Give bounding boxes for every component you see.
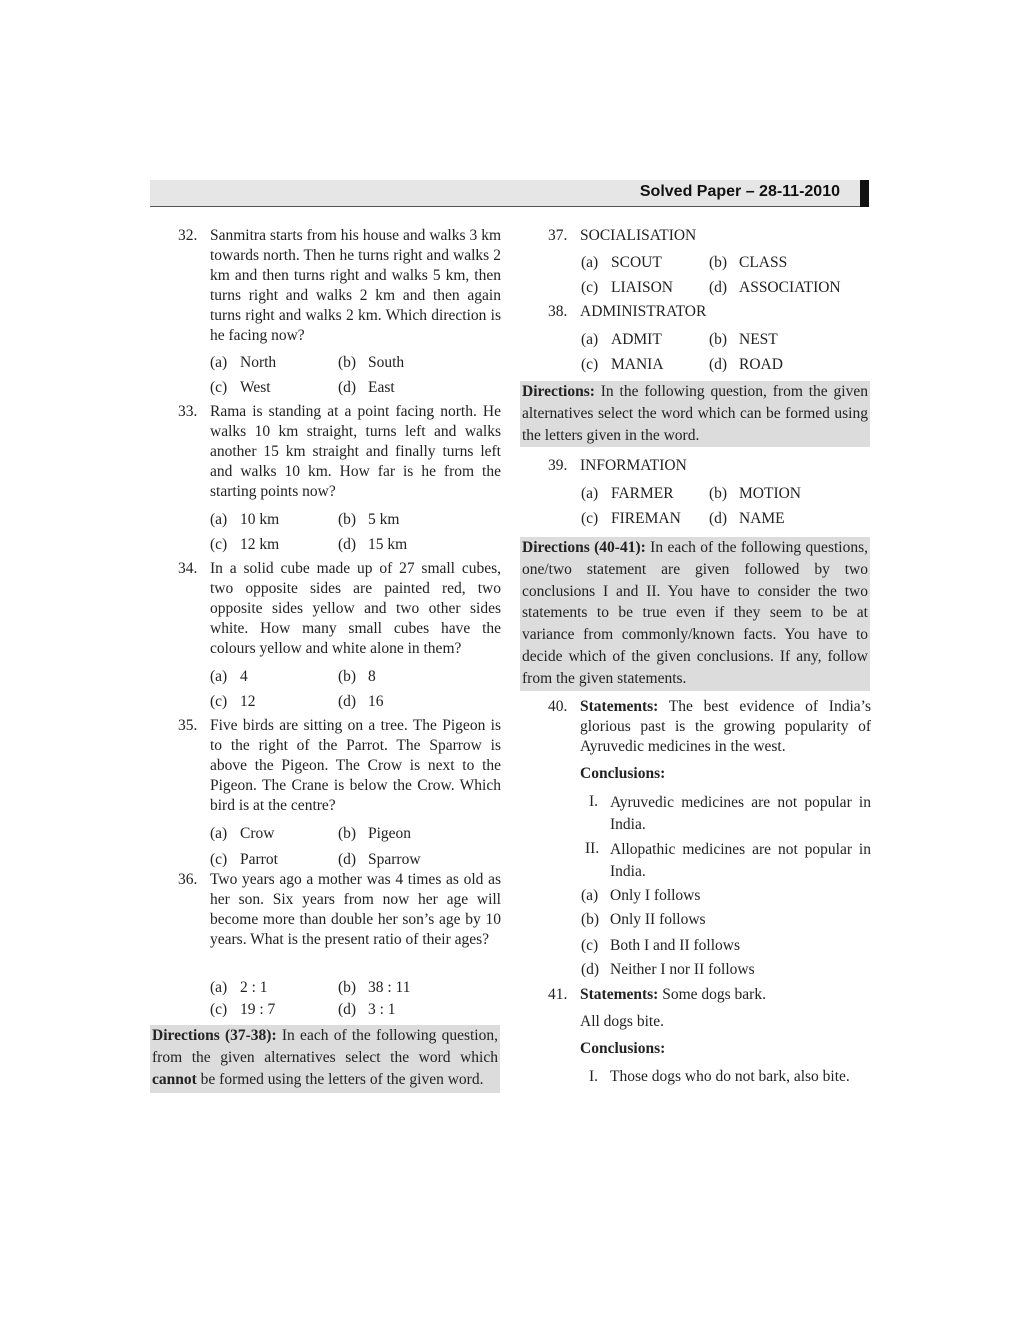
directions-text: be formed using the letters of the given word.: [196, 1071, 484, 1088]
option-text: Neither I nor II follows: [610, 961, 755, 978]
option-label: (c): [210, 379, 228, 396]
option-label: (a): [210, 825, 228, 842]
directions-label: Directions:: [522, 383, 595, 400]
option-text: Only II follows: [610, 911, 706, 928]
question-text: [580, 985, 766, 1005]
directions-37-38: [150, 1025, 500, 1093]
directions-label: Directions (37-38):: [152, 1027, 277, 1044]
option-text: LIAISON: [611, 279, 673, 296]
question-text: In a solid cube made up of 27 small cubes, two opposite sides are painted red, two opposite sides yellow and two other sides white. How many small cubes have the colours yellow and white alone in them?: [210, 560, 501, 657]
option-label: (c): [581, 279, 599, 296]
question-number: 40.: [548, 698, 568, 715]
option-text: Parrot: [240, 851, 278, 868]
option-label: (a): [581, 485, 599, 502]
page-header: [150, 180, 862, 207]
option-label: (a): [581, 254, 599, 271]
directions-text: In the following question, from the given alternatives select the word which can be formed using the letters given in the word.: [522, 383, 868, 444]
option-label: (a): [581, 887, 599, 904]
question-number: 38.: [548, 303, 568, 320]
option-label: (b): [338, 511, 357, 528]
conclusion-number: I.: [589, 793, 599, 810]
directions-text: In each of the following questions, one/two statement are given followed by two conclusions I and II. You have to consider the two statements to be true even if they seem to be at variance from commonly/known facts. You have to decide which of the given conclusions. If any, follow from the given statements.: [522, 539, 868, 687]
question-text: Sanmitra starts from his house and walks 3 km towards north. Then he turns right and walks 2 km and then turns right and walks 5 km, then turns right and walks 2 km and then again turns right and walks 2 km. Which direction is he facing now?: [210, 227, 501, 344]
question-text: [580, 697, 871, 757]
option-label: (b): [709, 331, 728, 348]
option-text: Crow: [240, 825, 275, 842]
option-text: South: [368, 354, 405, 371]
option-label: (c): [210, 536, 228, 553]
option-text: ROAD: [739, 356, 783, 373]
option-label: (c): [581, 510, 599, 527]
option-text: Pigeon: [368, 825, 412, 842]
statements-label: Statements:: [580, 698, 659, 715]
option-label: (b): [338, 979, 357, 996]
header-title: Solved Paper – 28-11-2010: [639, 183, 840, 200]
option-text: 5 km: [368, 511, 400, 528]
conclusion-text: Those dogs who do not bark, also bite.: [610, 1068, 850, 1085]
option-label: (b): [338, 825, 357, 842]
option-label: (b): [581, 911, 600, 928]
option-text: 12 km: [240, 536, 280, 553]
option-text: 16: [368, 693, 384, 710]
option-label: (b): [338, 668, 357, 685]
option-text: 3 : 1: [368, 1001, 396, 1018]
option-text: 4: [240, 668, 248, 685]
option-text: Only I follows: [610, 887, 701, 904]
question-text: Two years ago a mother was 4 times as old as her son. Six years from now her age will become more than double her son’s age by 10 years. What is the present ratio of their ages?: [210, 871, 501, 948]
question-text: INFORMATION: [580, 457, 687, 474]
statements-label: Statements:: [580, 986, 659, 1003]
option-label: (a): [210, 354, 228, 371]
option-label: (a): [210, 979, 228, 996]
option-text: 10 km: [240, 511, 280, 528]
question-number: 35.: [178, 717, 198, 734]
conclusion-number: I.: [589, 1068, 599, 1085]
option-label: (b): [709, 485, 728, 502]
option-label: (c): [210, 1001, 228, 1018]
conclusion-number: II.: [585, 840, 600, 857]
header-bar: [860, 180, 869, 207]
option-text: 2 : 1: [240, 979, 268, 996]
conclusions-label: Conclusions:: [580, 765, 666, 782]
question-number: 34.: [178, 560, 198, 577]
question-number: 39.: [548, 457, 568, 474]
option-text: East: [368, 379, 395, 396]
statement-text: Some dogs bark.: [658, 986, 766, 1003]
conclusion-text: Allopathic medicines are not popular in India.: [610, 841, 871, 880]
option-text: MOTION: [739, 485, 801, 502]
option-label: (d): [709, 279, 728, 296]
question-number: 33.: [178, 403, 198, 420]
option-text: NEST: [739, 331, 778, 348]
option-text: 19 : 7: [240, 1001, 276, 1018]
option-text: Both I and II follows: [610, 937, 741, 954]
option-text: NAME: [739, 510, 785, 527]
option-text: 38 : 11: [368, 979, 411, 996]
question-number: 36.: [178, 871, 198, 888]
directions-40-41: [520, 537, 870, 691]
directions-label: Directions (40-41):: [522, 539, 646, 556]
option-label: (a): [210, 511, 228, 528]
option-text: CLASS: [739, 254, 788, 271]
option-text: 12: [240, 693, 256, 710]
question-number: 37.: [548, 227, 568, 244]
question-text: Rama is standing at a point facing north. He walks 10 km straight, turns left and walks another 15 km straight and finally turns left and walks 10 km. How far is he from the starting points now?: [210, 403, 501, 500]
statement-text: The best evidence of India’s glorious past is the growing popularity of Ayruvedic medicines in the west.: [580, 698, 871, 755]
option-label: (c): [210, 851, 228, 868]
option-label: (d): [338, 536, 357, 553]
question-number: 32.: [178, 227, 198, 244]
option-label: (d): [338, 379, 357, 396]
directions-emphasis: cannot: [152, 1071, 197, 1088]
option-text: SCOUT: [611, 254, 662, 271]
option-text: 8: [368, 668, 376, 685]
question-number: 41.: [548, 986, 568, 1003]
option-label: (d): [581, 961, 600, 978]
conclusions-label: Conclusions:: [580, 1040, 666, 1057]
question-text: SOCIALISATION: [580, 227, 697, 244]
option-label: (d): [338, 851, 357, 868]
option-label: (d): [709, 356, 728, 373]
option-text: Sparrow: [368, 851, 421, 868]
option-label: (d): [338, 693, 357, 710]
option-text: MANIA: [611, 356, 664, 373]
option-label: (c): [210, 693, 228, 710]
option-label: (d): [709, 510, 728, 527]
option-label: (b): [338, 354, 357, 371]
option-text: ADMIT: [611, 331, 662, 348]
directions-text: In each of the following question, from the given alternatives select the word which: [152, 1027, 498, 1066]
option-text: 15 km: [368, 536, 408, 553]
question-text: Five birds are sitting on a tree. The Pigeon is to the right of the Parrot. The Sparrow is above the Pigeon. The Crow is next to the Pigeon. The Crane is below the Crow. Which bird is at the centre?: [210, 717, 501, 814]
option-label: (d): [338, 1001, 357, 1018]
option-text: FARMER: [611, 485, 674, 502]
option-label: (a): [581, 331, 599, 348]
option-label: (c): [581, 356, 599, 373]
directions-39: [520, 381, 870, 447]
conclusion-text: Ayruvedic medicines are not popular in India.: [610, 794, 871, 833]
option-label: (b): [709, 254, 728, 271]
option-text: West: [240, 379, 271, 396]
option-label: (c): [581, 937, 599, 954]
option-text: North: [240, 354, 277, 371]
question-text: ADMINISTRATOR: [580, 303, 707, 320]
option-text: ASSOCIATION: [739, 279, 841, 296]
statement-text: All dogs bite.: [580, 1013, 664, 1030]
option-text: FIREMAN: [611, 510, 681, 527]
option-label: (a): [210, 668, 228, 685]
